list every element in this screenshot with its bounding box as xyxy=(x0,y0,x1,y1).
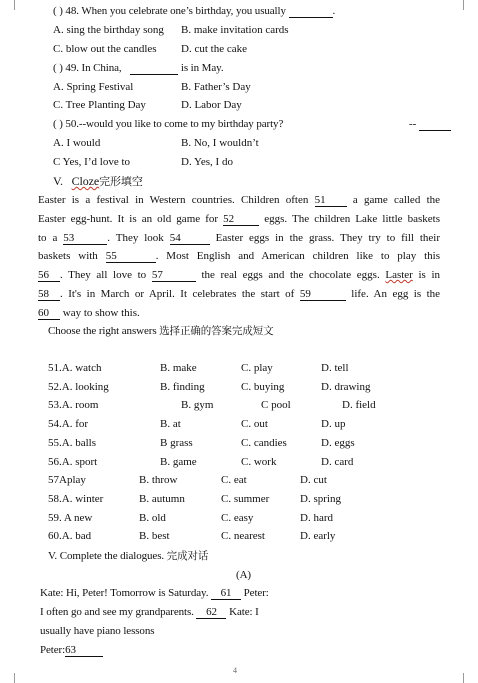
blank-63: 63 xyxy=(65,644,103,657)
text: eggs. The children Lake little baskets xyxy=(264,212,441,225)
option-b: B. make invitation cards xyxy=(181,24,289,36)
text: . They look xyxy=(107,231,164,244)
option-a: A. I would xyxy=(53,137,101,149)
option-d: D. up xyxy=(321,418,346,431)
option-d: D. hard xyxy=(300,511,333,524)
dialogue-line xyxy=(40,643,103,657)
stem-end: is in May. xyxy=(180,62,224,74)
option-a: 57Aplay xyxy=(48,474,86,487)
option-c: C Yes, I’d love to xyxy=(53,156,131,168)
text: Easter eggs in the grass. They try to fill their xyxy=(215,231,441,244)
question-stem: ( ) 49. In China, xyxy=(53,62,122,74)
option-a: 60.A. bad xyxy=(48,530,92,543)
blank-62: 62 xyxy=(196,606,226,619)
answer-blank xyxy=(130,62,178,75)
option-d: D. Yes, I do xyxy=(181,156,233,168)
dash-text: -- xyxy=(409,118,417,130)
text: Easter egg-hunt. It is an old game for xyxy=(38,212,219,225)
passage-line xyxy=(38,247,440,266)
text-flagged: Laster xyxy=(385,269,413,282)
text: . Most English and American children like to play this xyxy=(155,250,441,263)
blank-54: 54 xyxy=(170,232,210,245)
option-b: B. throw xyxy=(139,474,178,487)
option-b: B. make xyxy=(160,362,197,374)
option-d: D. tell xyxy=(321,362,349,374)
option-c: C. buying xyxy=(241,380,285,393)
blank-55: 55 xyxy=(106,250,156,263)
option-a: 52.A. looking xyxy=(48,380,109,393)
option-d: D. spring xyxy=(300,492,341,505)
answer-dash xyxy=(409,117,451,131)
text: Kate: I xyxy=(229,606,259,618)
option-a: A. Spring Festival xyxy=(53,81,134,93)
passage-line xyxy=(38,304,440,323)
option-b: B. old xyxy=(139,511,166,524)
option-c: C. Tree Planting Day xyxy=(53,99,146,111)
passage-line xyxy=(38,210,440,229)
option-a: 56.A. sport xyxy=(48,455,98,468)
option-c: C. play xyxy=(241,362,273,374)
text: the real eggs and the chocolate eggs. xyxy=(201,269,380,282)
dialogue-part-label: (A) xyxy=(236,569,251,581)
text: . They all love to xyxy=(60,269,147,282)
blank-57: 57 xyxy=(152,269,196,282)
dialogue-line xyxy=(40,586,269,600)
passage-line xyxy=(38,266,440,285)
option-d: D. eggs xyxy=(321,436,355,449)
stem-end: . xyxy=(332,5,336,17)
section-heading-cloze xyxy=(53,174,143,189)
section-title-en: Cloze xyxy=(71,174,100,188)
text: baskets with xyxy=(38,250,98,263)
crop-mark-bottom-right xyxy=(463,673,464,683)
dialogue-line xyxy=(40,605,259,619)
option-a: 53.A. room xyxy=(48,399,99,412)
blank-53: 53 xyxy=(63,232,107,245)
passage-line xyxy=(38,191,440,210)
text: Peter: xyxy=(243,587,269,599)
option-a: 59. A new xyxy=(48,511,93,524)
section-heading-dialogue xyxy=(48,549,208,563)
instruction-cn: 选择正确的答案完成短文 xyxy=(159,325,274,337)
text: life. An egg is the xyxy=(351,287,441,300)
page-number: 4 xyxy=(233,666,237,675)
question-50 xyxy=(53,117,283,131)
option-a: 55.A. balls xyxy=(48,436,96,449)
option-b: B. at xyxy=(160,418,181,431)
blank-52: 52 xyxy=(223,213,259,226)
text: to a xyxy=(38,231,58,244)
answer-blank xyxy=(419,118,451,131)
blank-51: 51 xyxy=(315,194,347,207)
option-c: C. out xyxy=(241,418,268,431)
blank-58: 58 xyxy=(38,288,60,301)
text: Kate: Hi, Peter! Tomorrow is Saturday. xyxy=(40,587,209,599)
option-b: B grass xyxy=(160,436,193,449)
heading-en: V. Complete the dialogues. xyxy=(48,550,165,562)
option-a: 51.A. watch xyxy=(48,362,102,374)
option-d: D. cut xyxy=(300,474,327,487)
blank-56: 56 xyxy=(38,269,60,282)
option-b: B. finding xyxy=(160,380,205,393)
instruction-en: Choose the right answers xyxy=(48,325,157,337)
option-c: C. easy xyxy=(221,511,254,524)
option-c: C. work xyxy=(241,455,277,468)
option-b: B. Father’s Day xyxy=(181,81,251,93)
option-d: D. cut the cake xyxy=(181,43,247,55)
heading-cn: 完成对话 xyxy=(166,550,209,562)
text: Easter is a festival in Western countries. Children often xyxy=(38,194,309,206)
option-a: A. sing the birthday song xyxy=(53,24,164,36)
option-b: B. best xyxy=(139,530,170,543)
answer-blank xyxy=(289,5,333,18)
option-a: 58.A. winter xyxy=(48,492,104,505)
question-49 xyxy=(53,61,223,75)
blank-59: 59 xyxy=(300,288,346,301)
option-b: B. No, I wouldn’t xyxy=(181,137,259,149)
option-d: D. card xyxy=(321,455,354,468)
text: a game called the xyxy=(352,194,441,206)
crop-mark-top-left xyxy=(14,0,15,10)
section-title-cn: 完形填空 xyxy=(99,175,143,188)
text: is in xyxy=(418,269,441,282)
option-d: D. drawing xyxy=(321,380,371,393)
option-c: C. summer xyxy=(221,492,270,505)
passage-line xyxy=(38,285,440,304)
blank-61: 61 xyxy=(211,587,241,600)
option-c: C. candies xyxy=(241,436,287,449)
cloze-passage xyxy=(38,191,440,323)
option-a: 54.A. for xyxy=(48,418,89,431)
passage-line xyxy=(38,229,440,248)
option-b: B. gym xyxy=(181,399,214,412)
text: I often go and see my grandparents. xyxy=(40,606,194,618)
text: way to show this. xyxy=(62,306,140,319)
option-c: C pool xyxy=(261,399,291,412)
crop-mark-top-right xyxy=(463,0,464,10)
dialogue-line: usually have piano lessons xyxy=(40,625,155,637)
option-b: B. game xyxy=(160,455,197,468)
question-stem: ( ) 50.--would you like to come to my birthday party? xyxy=(53,118,284,130)
option-d: D. early xyxy=(300,530,336,543)
cloze-instruction xyxy=(48,324,274,338)
option-c: C. blow out the candles xyxy=(53,43,157,55)
section-numeral: V. xyxy=(53,174,63,188)
text: Peter: xyxy=(40,644,66,656)
text: . It's in March or April. It celebrates the start of xyxy=(60,287,295,300)
option-c: C. eat xyxy=(221,474,247,487)
question-48 xyxy=(53,4,335,18)
option-b: B. autumn xyxy=(139,492,185,505)
crop-mark-bottom-left xyxy=(14,673,15,683)
blank-60: 60 xyxy=(38,307,60,320)
question-stem: ( ) 48. When you celebrate one’s birthday, you usually xyxy=(53,5,286,17)
option-d: D. field xyxy=(342,399,376,412)
option-c: C. nearest xyxy=(221,530,265,543)
option-d: D. Labor Day xyxy=(181,99,242,111)
